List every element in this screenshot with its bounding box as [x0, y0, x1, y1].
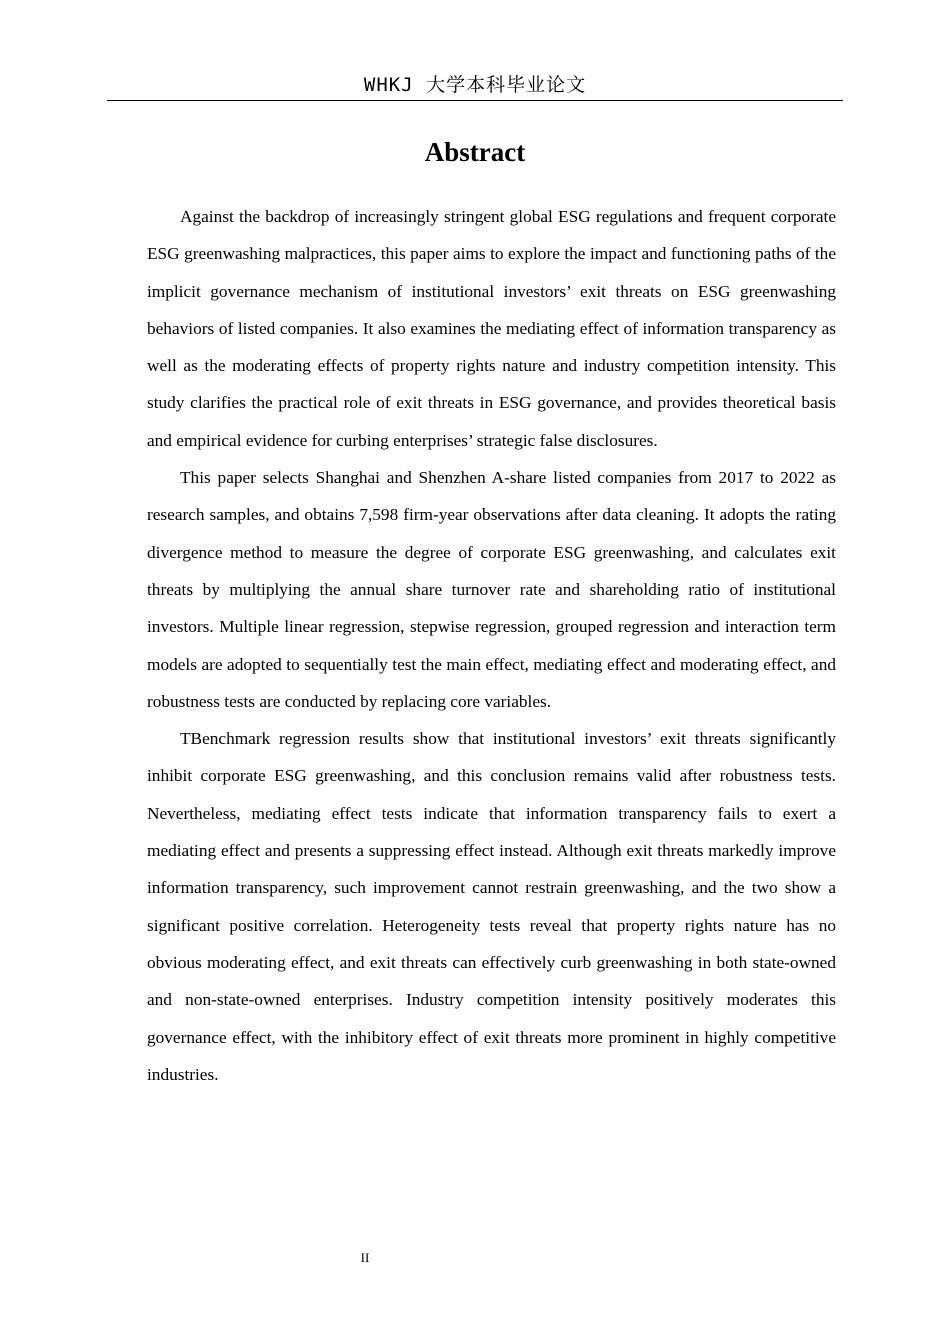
abstract-title: Abstract: [424, 137, 526, 167]
paragraph-2: This paper selects Shanghai and Shenzhen A-share listed companies from 2017 to 2022 as research samples, and obtains 7,598 firm-year observations after data cleaning. It adopts the rating divergence method to measure the degree of corporate ESG greenwashing, and calculates exit threats by multiplying the annual share turnover rate and shareholding ratio of institutional investors. Multiple linear regression, stepwise regression, grouped regression and interaction term models are adopted to sequentially test the main effect, mediating effect and moderating effect, and robustness tests are conducted by replacing core variables.: [147, 468, 836, 711]
header-text: WHKJ 大学本科毕业论文: [363, 74, 587, 96]
paragraph-3: TBenchmark regression results show that institutional investors’ exit threats significantly inhibit corporate ESG greenwashing, and this conclusion remains valid after robustness tests. Nevertheless, mediating effect tests indicate that information transparency fails to exert a mediating effect and presents a suppressing effect instead. Although exit threats markedly improve information transparency, such improvement cannot restrain greenwashing, and the two show a significant positive correlation. Heterogeneity tests reveal that property rights nature has no obvious moderating effect, and exit threats can effectively curb greenwashing in both state-owned and non-state-owned enterprises. Industry competition intensity positively moderates this governance effect, with the inhibitory effect of exit threats more prominent in highly competitive industries.: [147, 729, 836, 1084]
abstract-body: [147, 198, 836, 1093]
paragraph-1: Against the backdrop of increasingly stringent global ESG regulations and frequent corporate ESG greenwashing malpractices, this paper aims to explore the impact and functioning paths of the implicit governance mechanism of institutional investors’ exit threats on ESG greenwashing behaviors of listed companies. It also examines the mediating effect of information transparency as well as the moderating effects of property rights nature and industry competition intensity. This study clarifies the practical role of exit threats in ESG governance, and provides theoretical basis and empirical evidence for curbing enterprises’ strategic false disclosures.: [147, 207, 836, 450]
page-number: II: [360, 1250, 370, 1265]
page-header: [107, 70, 843, 101]
